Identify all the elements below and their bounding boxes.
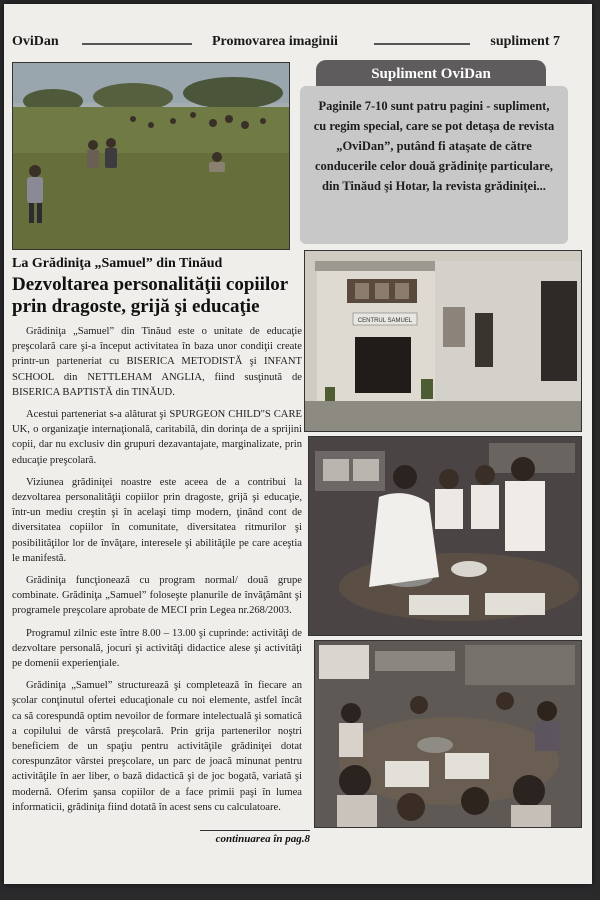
paragraph: Programul zilnic este între 8.00 – 13.00 şi cuprinde: activităţi de dezvoltare personală, jocuri şi activităţi didactice alese şi activităţi pe domenii experienţiale.: [12, 627, 302, 670]
paragraph: Viziunea grădiniţei noastre este aceea de a contribui la dezvoltarea personalităţii copiilor prin dragoste, grijă şi educaţie, într-un mediu creştin şi în acelaşi timp modern, ţinând cont de diversitatea copiilor în comunitate, diversitatea ritmurilor şi posibilităţilor lor de învăţare, interesele şi abilităţile pe care aceştia le manifestă.: [12, 476, 302, 564]
photo-children-field: [12, 62, 290, 250]
field-illustration: [13, 63, 289, 249]
paragraph: Acestui parteneriat s-a alăturat şi SPURGEON CHILD"S CARE UK, o organizaţie internaţională, caritabilă, din dorinţa de a sprijini copii, dar nu exclusiv din grupuri dezavantajate, marginalizate, prin educaţie preşcolară.: [12, 409, 302, 466]
building-sign-text: CENTRUL SAMUEL: [357, 318, 413, 324]
photo-classroom-activity: [308, 436, 582, 636]
section-title: Promovarea imaginii: [212, 34, 338, 49]
running-header: [12, 34, 560, 56]
continuation-note: continuarea în pag.8: [200, 830, 310, 845]
article-headline: Dezvoltarea personalităţii copiilor prin dragoste, grijă şi educaţie: [12, 274, 288, 317]
page-label: supliment 7: [490, 34, 560, 49]
header-rule-left: [82, 43, 192, 45]
magazine-page: [4, 4, 592, 884]
paragraph: Grădiniţa „Samuel” structurează şi completează în fiecare an şcolar conţinutul ofertei educaţionale cu noi elemente, astfel încât ca să corespundă optim nevoilor de formare intelectuală şi somatică a copilului de vârstă preşcolară. Prin grija partenerilor noştri beneficiem de un spaţiu pentru activităţile grădiniţei dotat corespunzător vârstei preşcolare, un parc de joacă minunat pentru activităţile în aer liber, o bază didactică şi de joc bogată, variată şi modernă. Oferim şansa copiilor de a face primii paşi în lumea informaticii, grădiniţa fiind dotată în acest sens cu calculatoare.: [12, 680, 302, 813]
article-kicker: La Grădiniţa „Samuel” din Tinăud: [12, 256, 223, 271]
magazine-name: OviDan: [12, 34, 59, 49]
classroom-illustration-2: [315, 641, 581, 827]
paragraph: Grădiniţa funcţionează cu program normal/ două grupe combinate. Grădiniţa „Samuel” foloseşte planurile de învăţământ şi programele preşcolare aprobate de MECI prin Legea nr.268/2003.: [12, 575, 302, 617]
header-rule-right: [374, 43, 470, 45]
paragraph: Grădiniţa „Samuel” din Tinăud este o unitate de educaţie preşcolară care şi-a început activitatea în baza unor condiţii create printr-un parteneriat cu BISERICA METODISTĂ şi INFANT SCHOOL din NETTLEHAM ANGLIA, fiind susţinută de BISERICA BAPTISTĂ din TINĂUD.: [12, 326, 302, 398]
article-body: [12, 324, 302, 815]
supplement-text: Paginile 7-10 sunt patru pagini - supliment, cu regim special, care se pot detaşa de revista „OviDan”, putând fi ataşate de către conducerile celor două grădiniţe particulare, din Tinăud şi Hotar, la revista grădiniţei...: [300, 86, 568, 244]
photo-children-table: [314, 640, 582, 828]
photo-kindergarten-building: [304, 250, 582, 432]
article: [12, 256, 302, 822]
classroom-illustration-1: [309, 437, 581, 635]
building-illustration: [305, 251, 581, 431]
supplement-title: Supliment OviDan: [316, 60, 546, 88]
supplement-notice: [300, 60, 568, 244]
